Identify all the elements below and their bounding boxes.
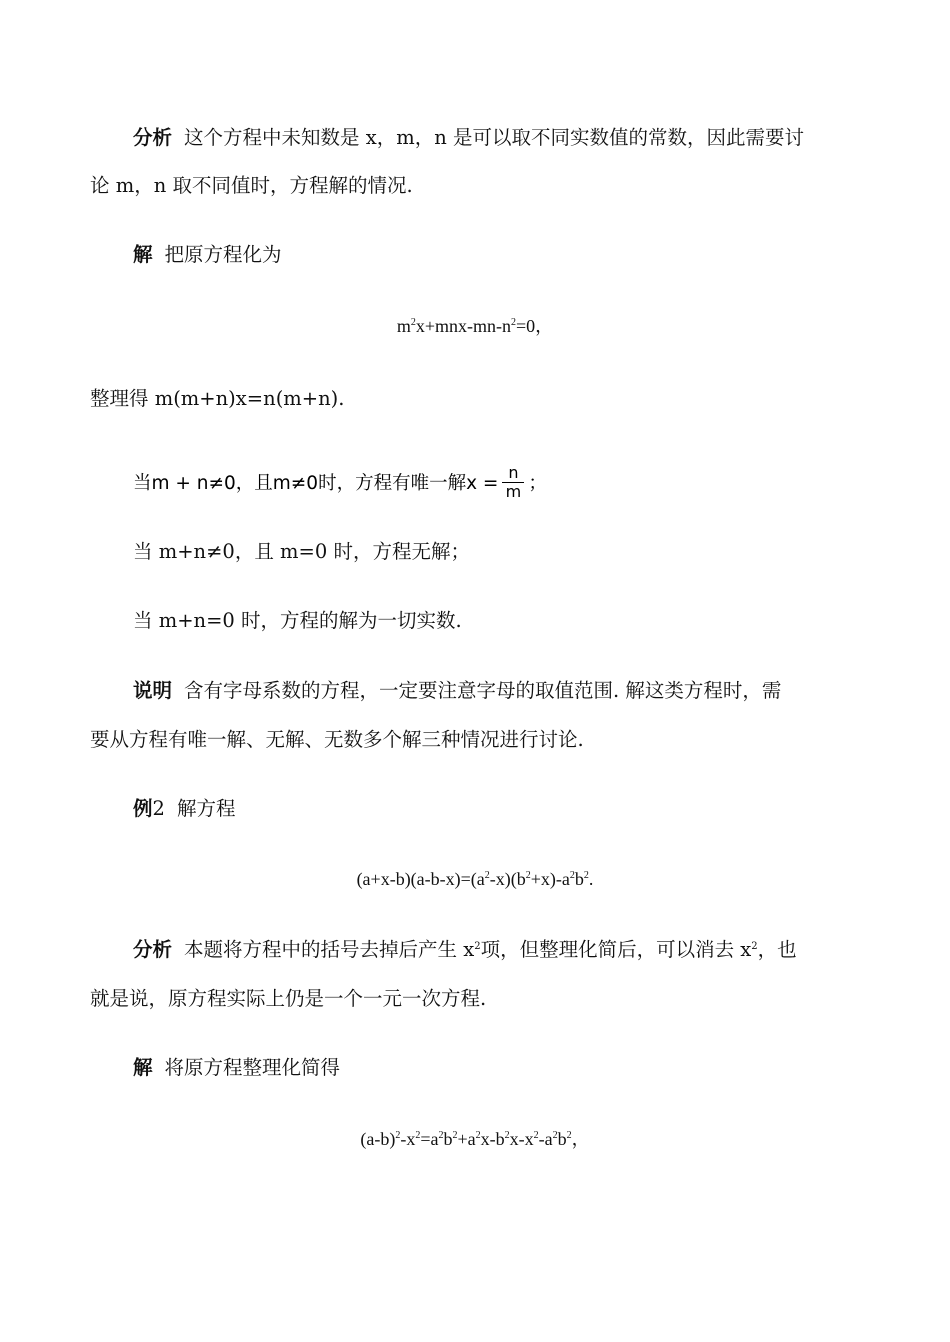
- exponent: 2: [533, 1130, 539, 1141]
- exponent: 2: [751, 941, 758, 952]
- case-no-solution: 当 m+n≠0，且 m=0 时，方程无解；: [133, 540, 470, 563]
- exponent: 2: [438, 1130, 444, 1141]
- exponent: 2: [504, 1130, 510, 1141]
- solution-label: 解: [133, 1056, 153, 1079]
- exponent: 2: [410, 317, 416, 328]
- eq2-part: b: [574, 869, 584, 889]
- eq3-part: ，: [571, 1129, 590, 1149]
- case-1-suffix: ；: [528, 473, 547, 494]
- example-number: 2: [152, 797, 165, 820]
- fraction-n-over-m: [502, 464, 524, 501]
- exponent: 2: [566, 1130, 572, 1141]
- eq2-part: -x)(b: [489, 869, 526, 889]
- analysis-label: 分析: [133, 938, 173, 961]
- eq3-part: +a: [457, 1129, 476, 1149]
- analysis-line-1: 这个方程中未知数是 x，m，n 是可以取不同实数值的常数，因此需要讨: [184, 126, 804, 149]
- exponent: 2: [395, 1130, 401, 1141]
- solution-intro-text: 把原方程化为: [164, 243, 282, 266]
- exponent: 2: [583, 870, 589, 881]
- equation-2: [0, 866, 950, 892]
- eq3-part: (a-b): [360, 1129, 396, 1149]
- analysis-paragraph-1: [133, 125, 804, 151]
- analysis-paragraph-2: [133, 937, 797, 963]
- equation-1: [0, 313, 950, 339]
- eq3-part: -x: [400, 1129, 416, 1149]
- equation-3: [0, 1126, 950, 1152]
- eq3-part: b: [557, 1129, 567, 1149]
- example-task: 解方程: [176, 797, 236, 820]
- example-label: 例: [133, 797, 153, 820]
- exponent: 2: [474, 941, 481, 952]
- exponent: 2: [511, 317, 516, 328]
- simplified-equation: 整理得 m(m+n)x=n(m+n).: [90, 387, 345, 410]
- note-label: 说明: [133, 679, 173, 702]
- note-paragraph: [133, 678, 781, 704]
- exponent: 2: [569, 870, 575, 881]
- eq2-part: +x)-a: [530, 869, 570, 889]
- eq1-part: =0，: [516, 316, 554, 336]
- eq3-part: =a: [420, 1129, 439, 1149]
- solution-intro-text: 将原方程整理化简得: [164, 1056, 341, 1079]
- eq3-part: -a: [538, 1129, 553, 1149]
- solution-intro-1: [133, 242, 282, 268]
- analysis-2-text: 项，但整理化简后，可以消去 x: [480, 938, 752, 961]
- eq2-part: (a+x-b)(a-b-x)=(a: [356, 869, 485, 889]
- case-all-real: 当 m+n=0 时，方程的解为一切实数.: [133, 609, 462, 632]
- exponent: 2: [475, 1130, 481, 1141]
- analysis-2-text: 本题将方程中的括号去掉后产生 x: [184, 938, 475, 961]
- eq3-part: b: [443, 1129, 453, 1149]
- analysis-2-text: ，也: [757, 938, 797, 961]
- exponent: 2: [452, 1130, 458, 1141]
- example-2-heading: [133, 796, 235, 822]
- eq3-part: x-x: [509, 1129, 534, 1149]
- eq1-part: m: [396, 316, 411, 336]
- exponent: 2: [525, 870, 531, 881]
- fraction-numerator: n: [508, 462, 519, 482]
- case-unique-solution: [133, 458, 547, 506]
- solution-intro-2: [133, 1055, 340, 1081]
- exponent: 2: [415, 1130, 421, 1141]
- analysis-line-2: 论 m，n 取不同值时，方程解的情况.: [90, 174, 413, 197]
- analysis-2-line-2: 就是说，原方程实际上仍是一个一元一次方程.: [90, 987, 487, 1010]
- fraction-denominator: m: [505, 481, 522, 501]
- case-1-prefix: 当m + n≠0，且m≠0时，方程有唯一解x =: [133, 473, 499, 494]
- exponent: 2: [552, 1130, 558, 1141]
- note-line-2: 要从方程有唯一解、无解、无数多个解三种情况进行讨论.: [90, 728, 584, 751]
- exponent: 2: [484, 870, 490, 881]
- solution-label: 解: [133, 243, 153, 266]
- eq1-part: x+mnx-mn-n: [415, 316, 511, 336]
- eq3-part: x-b: [480, 1129, 505, 1149]
- eq2-part: .: [588, 869, 594, 889]
- note-line-1: 含有字母系数的方程，一定要注意字母的取值范围. 解这类方程时，需: [184, 679, 782, 702]
- analysis-label: 分析: [133, 126, 173, 149]
